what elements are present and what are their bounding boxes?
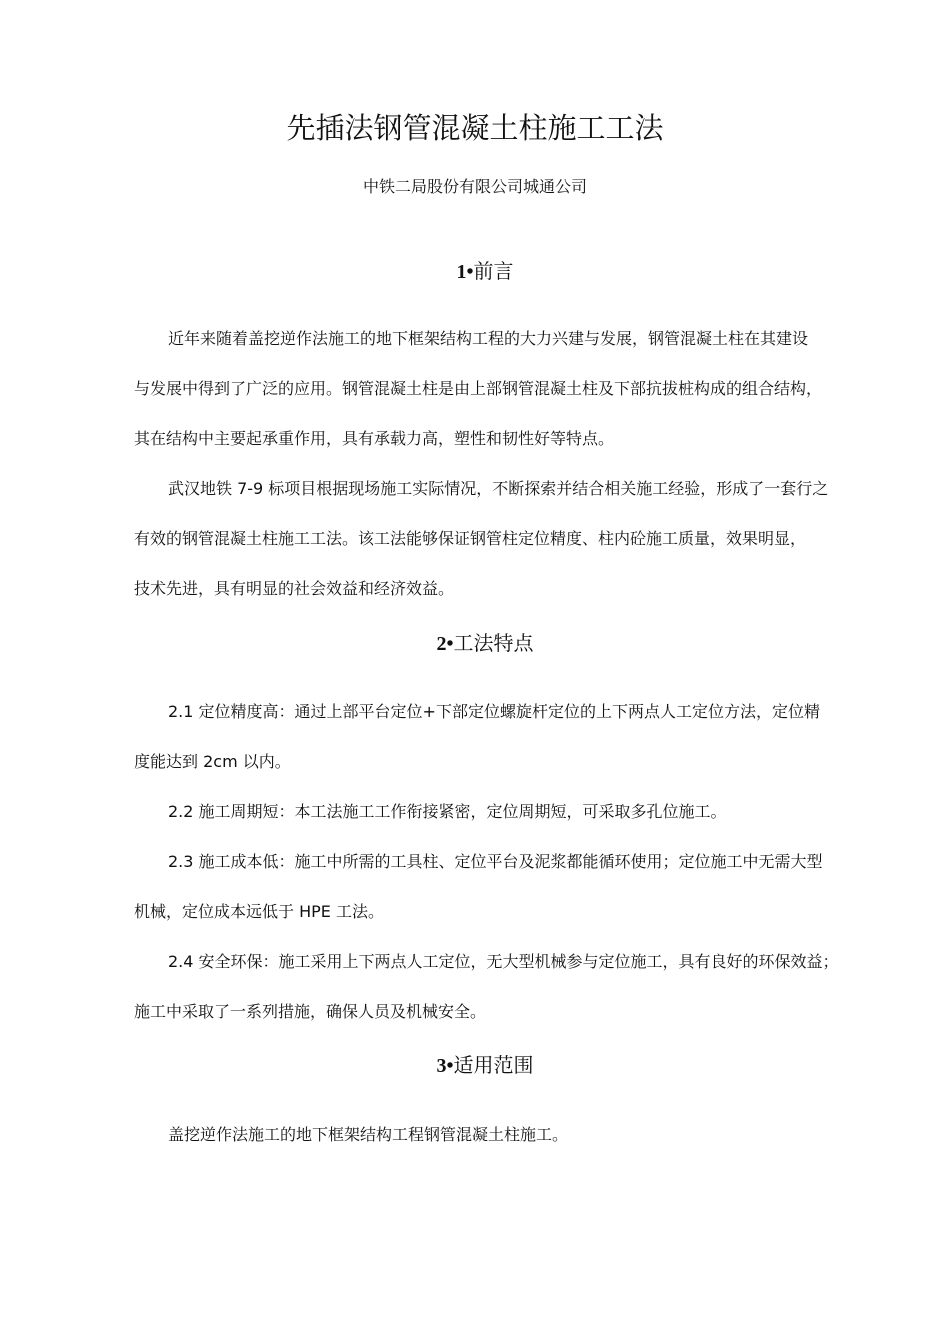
paragraph <box>134 937 874 1037</box>
paragraph-line: 2.2 施工周期短：本工法施工工作衔接紧密，定位周期短，可采取多孔位施工。 <box>168 802 727 821</box>
section-heading-3 <box>0 1050 950 1081</box>
paragraph-line: 技术先进，具有明显的社会效益和经济效益。 <box>134 579 455 598</box>
paragraph-line: 有效的钢管混凝土柱施工工法。该工法能够保证钢管柱定位精度、柱内砼施工质量，效果明显， <box>134 529 807 548</box>
paragraph-line: 近年来随着盖挖逆作法施工的地下框架结构工程的大力兴建与发展，钢管混凝土柱在其建设 <box>168 329 809 348</box>
section-number: 1• <box>456 261 474 283</box>
section-title: 适用范围 <box>453 1053 534 1077</box>
section-title: 工法特点 <box>453 631 534 655</box>
section-number: 2• <box>436 633 454 655</box>
paragraph-line: 与发展中得到了广泛的应用。钢管混凝土柱是由上部钢管混凝土柱及下部抗拔桩构成的组合结构， <box>134 379 823 398</box>
paragraph-line: 度能达到 2cm 以内。 <box>134 752 291 771</box>
paragraph <box>134 787 874 837</box>
section-heading-1 <box>0 256 950 287</box>
paragraph <box>134 314 874 464</box>
section-title: 前言 <box>473 259 514 283</box>
document-title: 先插法钢管混凝土柱施工工法 <box>286 111 664 145</box>
paragraph-line: 盖挖逆作法施工的地下框架结构工程钢管混凝土柱施工。 <box>168 1125 569 1144</box>
section-heading-2 <box>0 628 950 659</box>
section-number: 3• <box>436 1055 454 1077</box>
paragraph-line: 2.3 施工成本低：施工中所需的工具柱、定位平台及泥浆都能循环使用；定位施工中无需大型 <box>168 852 823 871</box>
paragraph <box>134 464 874 614</box>
paragraph-line: 武汉地铁 7-9 标项目根据现场施工实际情况，不断探索并结合相关施工经验，形成了一套行之 <box>168 479 829 498</box>
paragraph <box>134 687 874 787</box>
paragraph <box>134 1110 874 1160</box>
paragraph-line: 其在结构中主要起承重作用，具有承载力高，塑性和韧性好等特点。 <box>134 429 615 448</box>
paragraph-line: 机械，定位成本远低于 HPE 工法。 <box>134 902 384 921</box>
paragraph <box>134 837 874 937</box>
paragraph-line: 施工中采取了一系列措施，确保人员及机械安全。 <box>134 1002 487 1021</box>
paragraph-line: 2.4 安全环保：施工采用上下两点人工定位，无大型机械参与定位施工，具有良好的环保效益； <box>168 952 839 971</box>
paragraph-line: 2.1 定位精度高：通过上部平台定位+下部定位螺旋杆定位的上下两点人工定位方法，定位精 <box>168 702 820 721</box>
document-organization: 中铁二局股份有限公司城通公司 <box>362 177 587 196</box>
